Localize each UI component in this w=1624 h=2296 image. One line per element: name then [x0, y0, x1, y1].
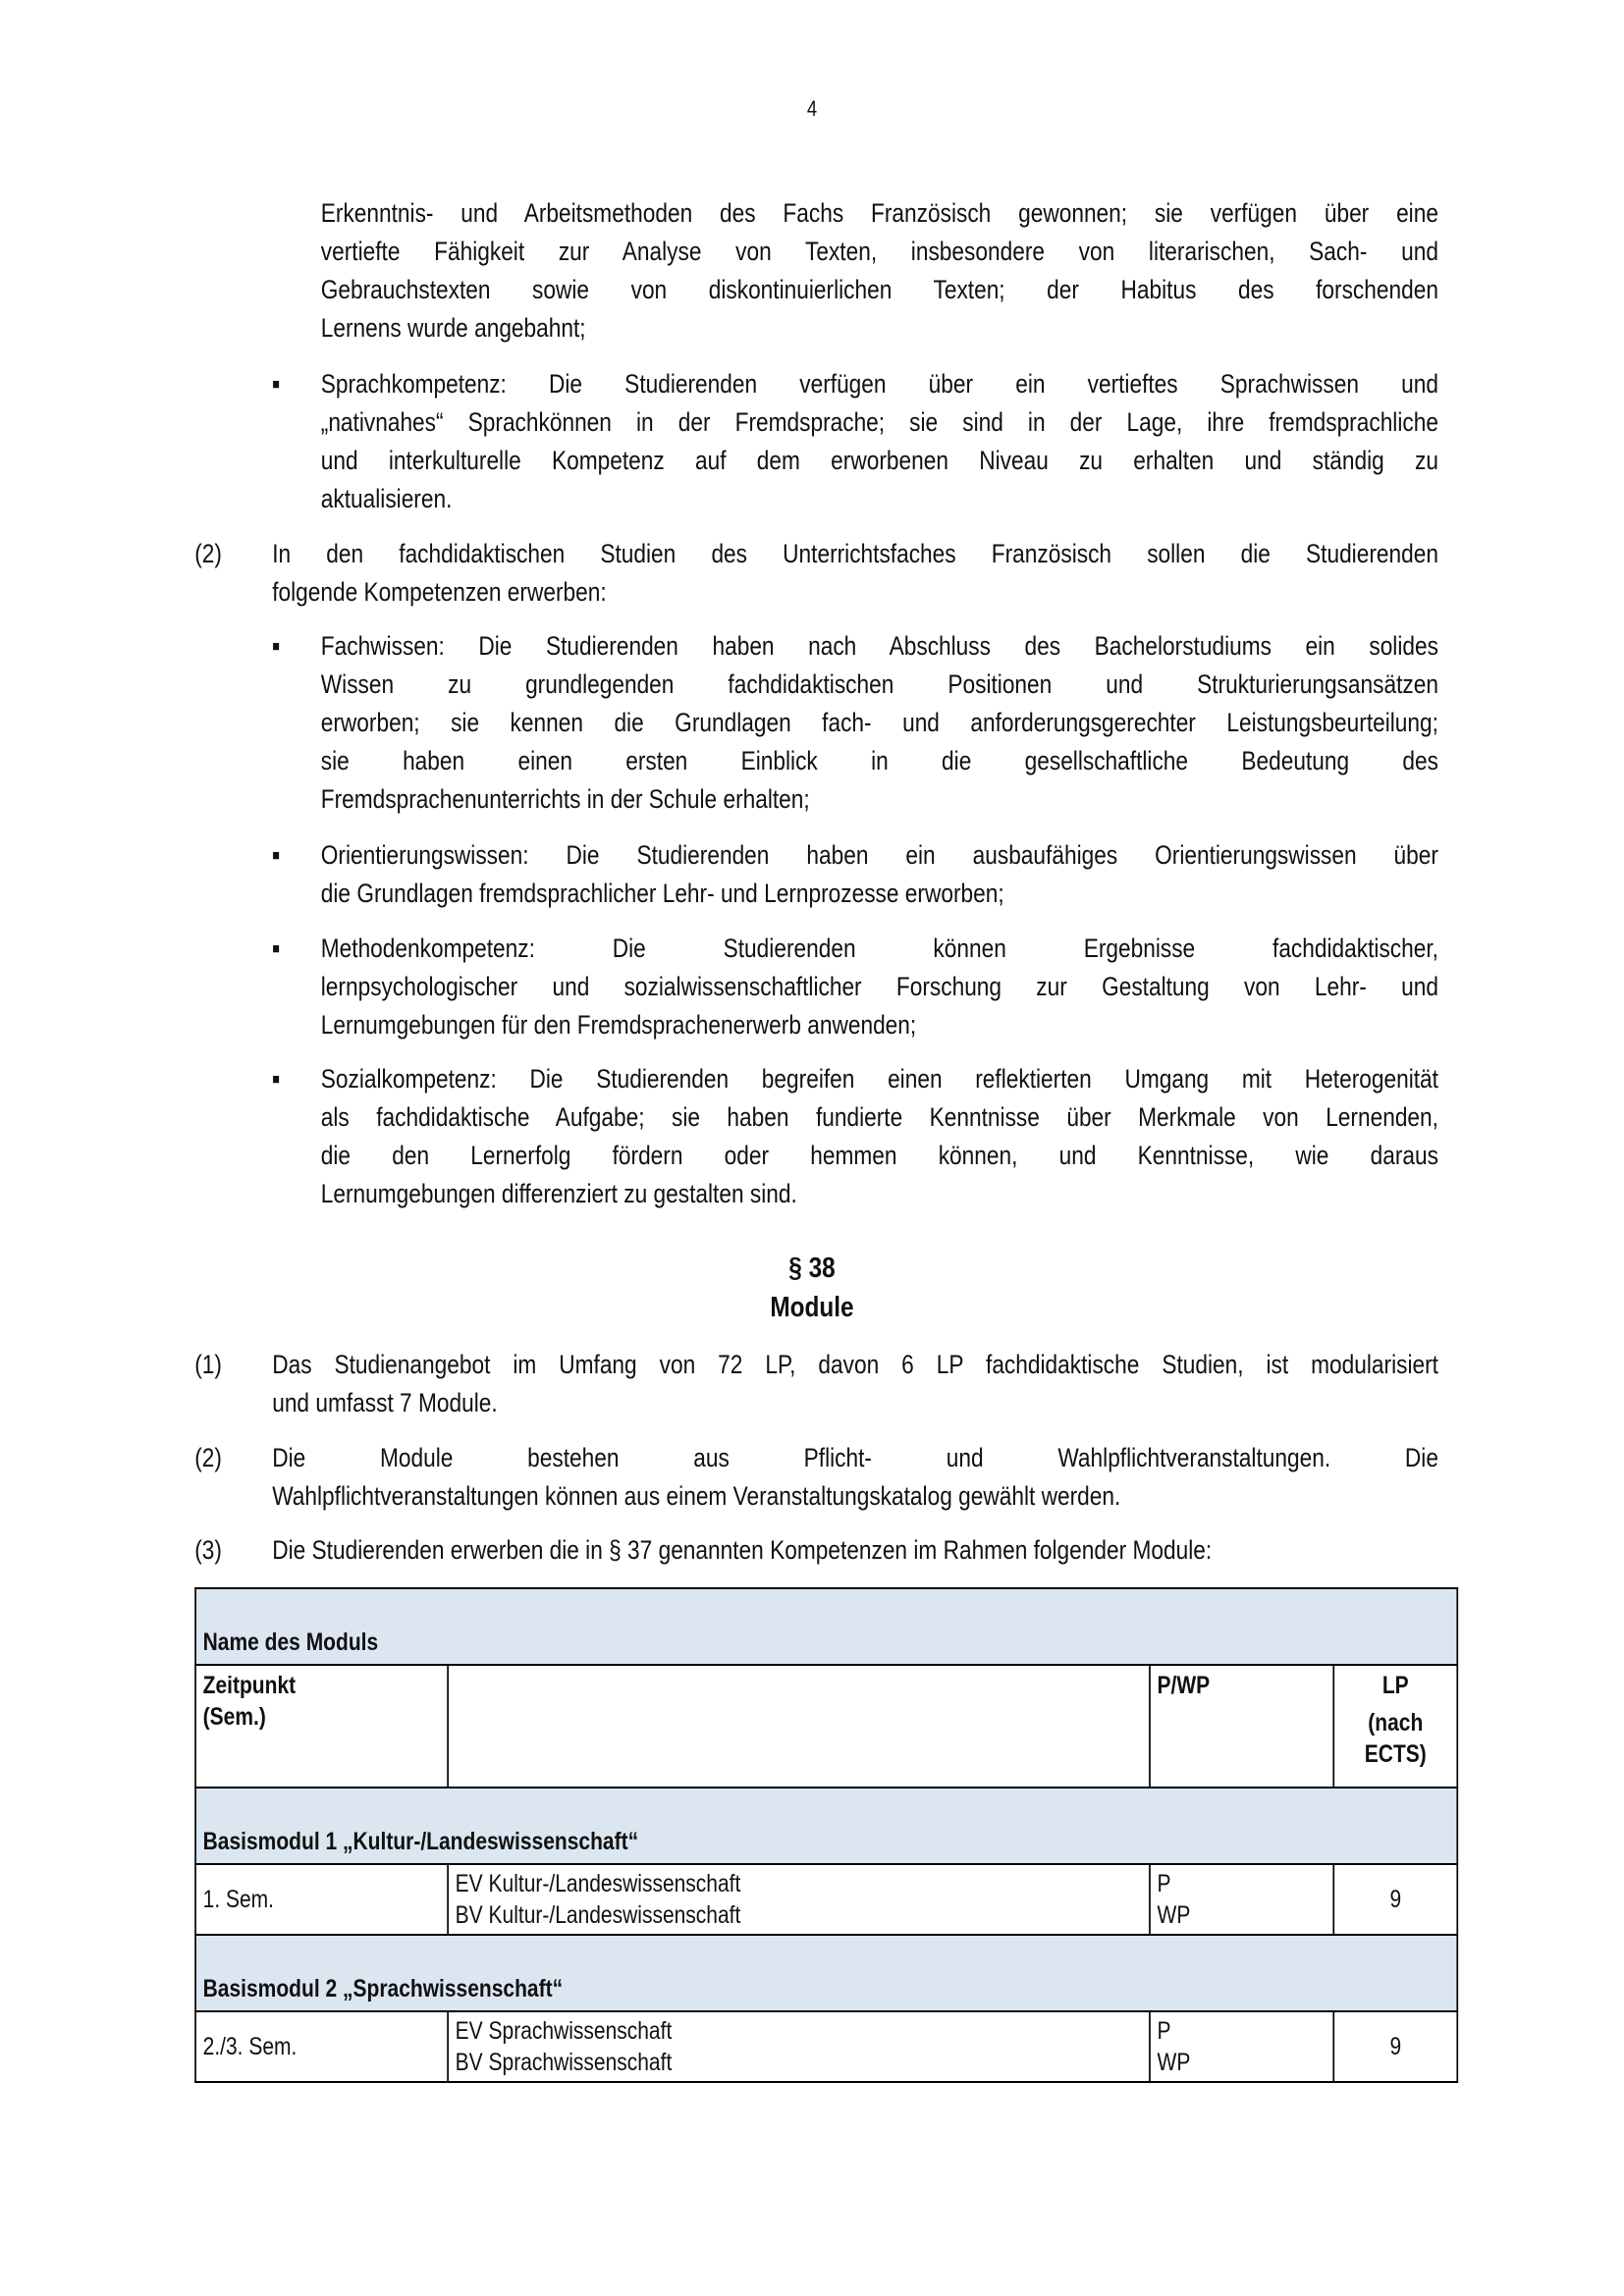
- bullet-icon: ■: [272, 638, 280, 655]
- col-pwp-header: P/WP: [1150, 1665, 1333, 1788]
- text-line: Lernens wurde angebahnt;: [320, 313, 586, 343]
- col-time-label: Zeitpunkt: [202, 1672, 297, 1699]
- course: EV Sprachwissenschaft: [455, 2017, 673, 2045]
- paragraph-number: (3): [194, 1535, 222, 1565]
- type: P: [1157, 2017, 1171, 2045]
- text-line: lernpsychologischer und sozialwissenschaftlicher Forschung zur Gestaltung von Lehr- und: [320, 972, 1438, 1001]
- text-line: Fremdsprachenunterrichts in der Schule erhalten;: [320, 784, 810, 814]
- section-title: Module: [770, 1292, 854, 1323]
- text-line: In den fachdidaktischen Studien des Unterrichtsfaches Französisch sollen die Studierenden: [272, 539, 1438, 568]
- page-number: 4: [806, 96, 818, 121]
- col-time-header: [195, 1665, 448, 1788]
- paragraph-number: (1): [194, 1350, 222, 1379]
- text-line: Wahlpflichtveranstaltungen können aus einem Veranstaltungskatalog gewählt werden.: [272, 1481, 1121, 1511]
- module-title: Basismodul 1 „Kultur-/Landeswissenschaft“: [195, 1788, 1457, 1864]
- text-line: Gebrauchstexten sowie von diskontinuierlichen Texten; der Habitus des forschenden: [320, 275, 1438, 304]
- text-line: Sozialkompetenz: Die Studierenden begreifen einen reflektierten Umgang mit Heterogenität: [320, 1064, 1438, 1094]
- text-line: und umfasst 7 Module.: [272, 1388, 498, 1417]
- text-line: Wissen zu grundlegenden fachdidaktischen Positionen und Strukturierungsansätzen: [320, 669, 1438, 699]
- module-courses: [448, 2011, 1150, 2082]
- bullet-icon: ■: [272, 376, 280, 393]
- course: BV Sprachwissenschaft: [455, 2049, 673, 2076]
- paragraph-number: (2): [194, 1443, 222, 1472]
- text-line: als fachdidaktische Aufgabe; sie haben fundierte Kenntnisse über Merkmale von Lernenden,: [320, 1102, 1438, 1132]
- text-line: Orientierungswissen: Die Studierenden haben ein ausbaufähiges Orientierungswissen über: [320, 840, 1438, 870]
- module-title: Basismodul 2 „Sprachwissenschaft“: [195, 1935, 1457, 2011]
- text-line: sie haben einen ersten Einblick in die gesellschaftliche Bedeutung des: [320, 746, 1438, 775]
- text-line: folgende Kompetenzen erwerben:: [272, 577, 607, 607]
- text-line: die den Lernerfolg fördern oder hemmen können, und Kenntnisse, wie daraus: [320, 1141, 1438, 1170]
- bullet-icon: ■: [272, 940, 280, 957]
- module-lp: 9: [1333, 1864, 1457, 1935]
- table-name-header-row: [195, 1588, 1457, 1665]
- text-line: Sprachkompetenz: Die Studierenden verfügen über ein vertieftes Sprachwissen und: [320, 369, 1438, 399]
- text-line: Erkenntnis- und Arbeitsmethoden des Fachs Französisch gewonnen; sie verfügen über eine: [320, 198, 1438, 228]
- col-lp-sub1: (nach: [1368, 1709, 1424, 1736]
- text-line: Die Studierenden erwerben die in § 37 genannten Kompetenzen im Rahmen folgender Module:: [272, 1535, 1213, 1565]
- paragraph-number: (2): [194, 539, 222, 568]
- col-lp-label: LP: [1381, 1672, 1409, 1699]
- module-title-row: [195, 1788, 1457, 1864]
- module-semester: 1. Sem.: [195, 1864, 448, 1935]
- text-line: aktualisieren.: [320, 484, 453, 513]
- module-lp: 9: [1333, 2011, 1457, 2082]
- col-lp-header: [1333, 1665, 1457, 1788]
- table-column-header-row: [195, 1665, 1457, 1788]
- module-courses: [448, 1864, 1150, 1935]
- text-line: „nativnahes“ Sprachkönnen in der Fremdsprache; sie sind in der Lage, ihre fremdsprachliche: [320, 407, 1438, 437]
- type: WP: [1157, 2049, 1191, 2076]
- type: WP: [1157, 1901, 1191, 1929]
- module-title-row: [195, 1935, 1457, 2011]
- module-types: [1150, 2011, 1333, 2082]
- module-types: [1150, 1864, 1333, 1935]
- text-line: Das Studienangebot im Umfang von 72 LP, davon 6 LP fachdidaktische Studien, ist modularisiert: [272, 1350, 1438, 1379]
- col-time-sub: (Sem.): [202, 1703, 266, 1731]
- bullet-icon: ■: [272, 847, 280, 864]
- course: BV Kultur-/Landeswissenschaft: [455, 1901, 741, 1929]
- name-header: Name des Moduls: [195, 1588, 1457, 1665]
- col-course-header: [448, 1665, 1150, 1788]
- text-line: Die Module bestehen aus Pflicht- und Wahlpflichtveranstaltungen. Die: [272, 1443, 1438, 1472]
- module-row: [195, 2011, 1457, 2082]
- type: P: [1157, 1870, 1171, 1897]
- module-table: [194, 1587, 1458, 2083]
- text-line: Methodenkompetenz: Die Studierenden können Ergebnisse fachdidaktischer,: [320, 934, 1438, 963]
- text-line: Lernumgebungen differenziert zu gestalten sind.: [320, 1179, 797, 1208]
- course: EV Kultur-/Landeswissenschaft: [455, 1870, 741, 1897]
- module-semester: 2./3. Sem.: [195, 2011, 448, 2082]
- section-number: § 38: [788, 1253, 836, 1284]
- text-line: die Grundlagen fremdsprachlicher Lehr- und Lernprozesse erworben;: [320, 879, 1004, 908]
- module-row: [195, 1864, 1457, 1935]
- text-line: Lernumgebungen für den Fremdsprachenerwerb anwenden;: [320, 1010, 917, 1040]
- col-lp-sub2: ECTS): [1364, 1740, 1427, 1768]
- text-line: erworben; sie kennen die Grundlagen fach- und anforderungsgerechter Leistungsbeurteilung;: [320, 708, 1438, 737]
- text-line: Fachwissen: Die Studierenden haben nach Abschluss des Bachelorstudiums ein solides: [320, 631, 1438, 661]
- text-line: vertiefte Fähigkeit zur Analyse von Texten, insbesondere von literarischen, Sach- und: [320, 237, 1438, 266]
- text-line: und interkulturelle Kompetenz auf dem erworbenen Niveau zu erhalten und ständig zu: [320, 446, 1438, 475]
- bullet-icon: ■: [272, 1071, 280, 1088]
